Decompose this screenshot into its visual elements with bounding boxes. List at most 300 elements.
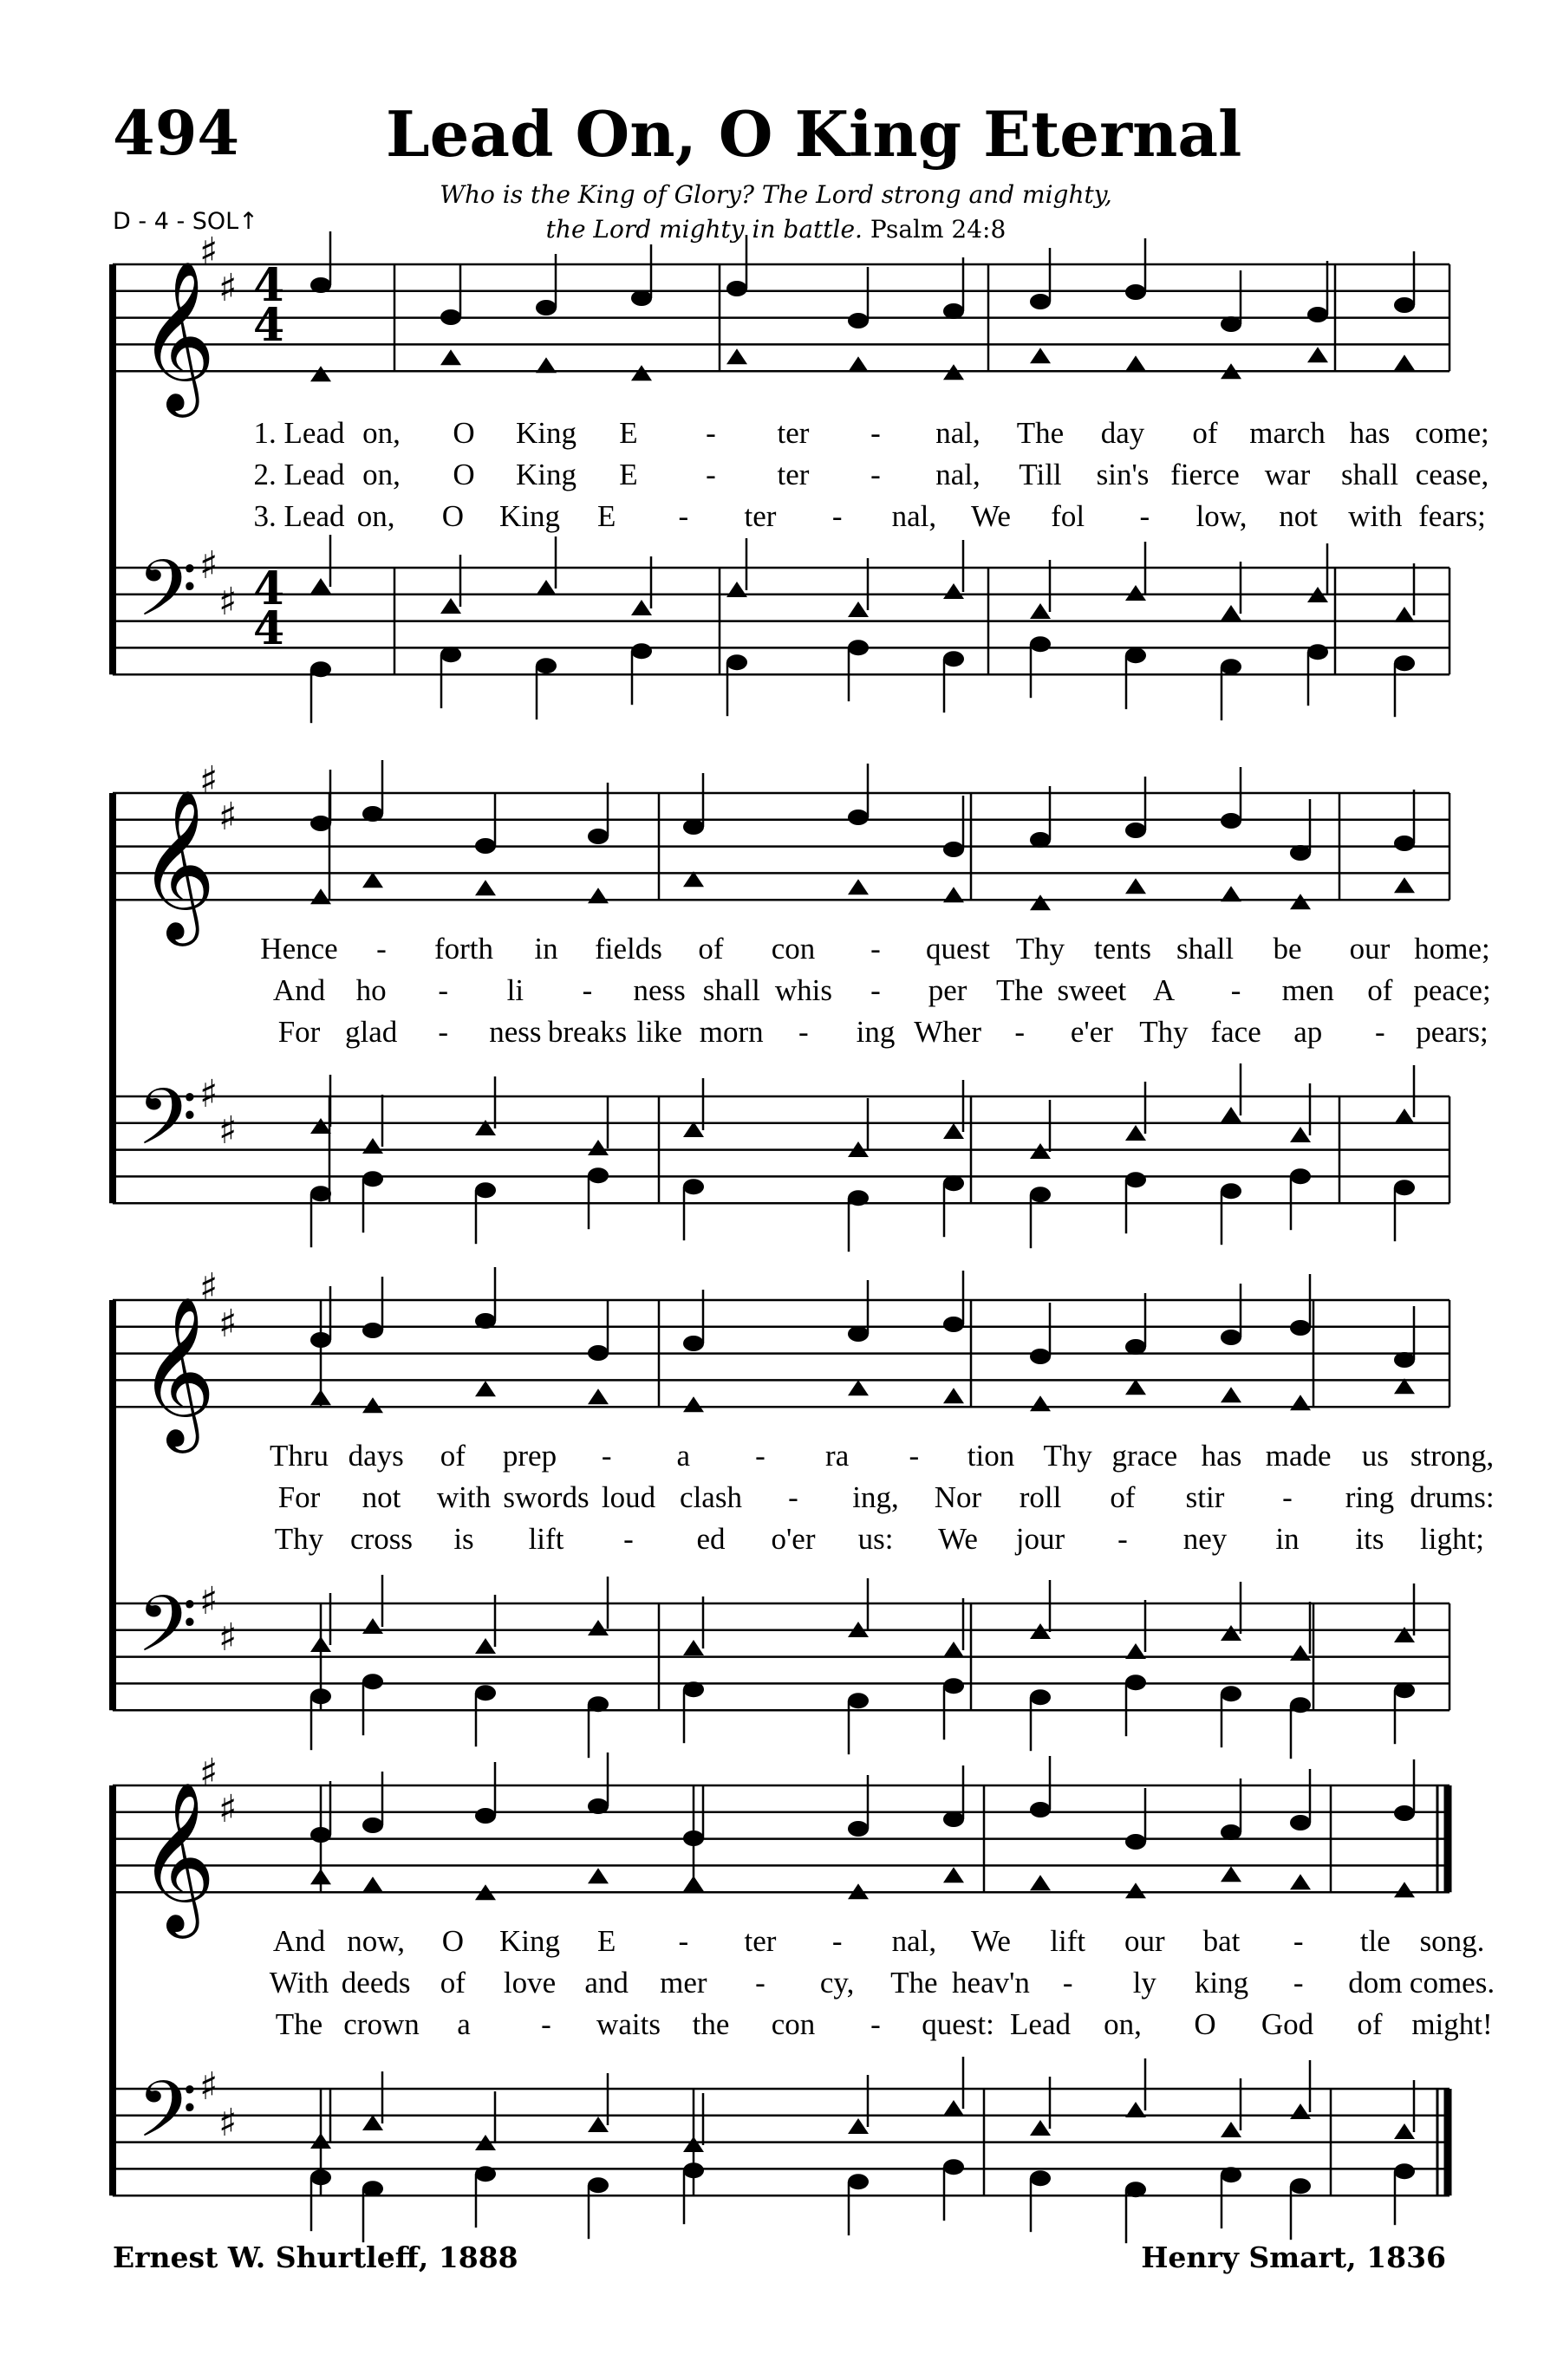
soprano-note [1030,294,1051,309]
lyric-syllable: The [890,1966,938,2000]
alto-note [1394,877,1415,893]
lyric-syllable: A [1152,973,1176,1007]
bass-note [310,2169,331,2185]
lyric-syllable: on, [362,416,401,450]
lyric-syllable: might! [1411,2007,1493,2041]
lyric-syllable: fol [1051,499,1085,533]
lyric-syllable: not [362,1480,401,1514]
lyric-syllable: fierce [1170,458,1240,491]
sharp-icon: ♯ [218,795,238,839]
lyric-syllable: forth [433,932,494,966]
tenor-note [1125,1643,1146,1659]
lyric-syllable: ney [1182,1522,1228,1556]
soprano-note [1394,1352,1415,1368]
lyric-syllable: O [1194,2007,1216,2041]
lyric-syllable: E [596,499,616,533]
soprano-note [536,300,557,315]
alto-note [536,357,557,373]
alto-note [683,1876,704,1891]
lyric-syllable: bat [1202,1924,1241,1958]
lyric-syllable: - [909,1439,920,1473]
soprano-note [848,1326,869,1342]
lyric-syllable: For [277,1480,321,1514]
lyric-syllable: ing, [852,1480,899,1514]
alto-note [588,888,609,903]
lyric-syllable: - [1293,1924,1304,1958]
lyric-syllable: shall [1176,932,1235,966]
bass-note [475,1685,496,1700]
lyric-syllable: - [755,1966,765,2000]
lyric-syllable: waits [596,2007,661,2041]
lyric-syllable: Thy [274,1522,324,1556]
soprano-note [310,277,331,293]
hymn-number: 494 [113,97,240,169]
lyric-syllable: e'er [1070,1015,1113,1049]
soprano-note [310,1827,331,1843]
lyric-syllable: - [678,1924,689,1958]
sharp-icon: ♯ [199,1072,218,1116]
bass-note [1290,1168,1311,1184]
lyric-syllable: - [870,932,881,966]
lyric-syllable: - [1293,1966,1304,2000]
soprano-note [1290,1815,1311,1831]
lyric-syllable: peace; [1413,973,1491,1007]
tenor-note [943,1123,964,1139]
lyric-syllable: crown [343,2007,420,2041]
lyric-syllable: comes. [1409,1966,1495,2000]
lyric-syllable: low, [1195,499,1248,533]
verse-2-line [113,458,1489,496]
lyric-syllable: - [798,1015,809,1049]
soprano-note [848,313,869,328]
lyric-syllable: o'er [771,1522,816,1556]
lyric-syllable: days [348,1439,404,1473]
bass-note [943,1175,964,1191]
tenor-note [1125,585,1146,601]
lyric-syllable: of [1367,973,1393,1007]
tenor-note [1290,1645,1311,1661]
sharp-icon: ♯ [199,1265,218,1310]
lyric-syllable: - [1139,499,1150,533]
lyric-syllable: con [771,932,816,966]
lyric-syllable: We [971,499,1011,533]
alto-note [1394,1882,1415,1897]
tenor-note [362,2115,383,2130]
bass-note [310,1186,331,1201]
bass-note [1030,1689,1051,1705]
lyric-syllable: The [996,973,1044,1007]
alto-note [1125,1379,1146,1395]
lyric-syllable: fears; [1418,499,1486,533]
bass-note [1394,655,1415,671]
bass-note [1394,1180,1415,1195]
lyric-syllable: face [1210,1015,1261,1049]
soprano-note [848,810,869,825]
lyric-syllable: the [692,2007,730,2041]
time-signature-treble: 4 [253,299,285,352]
tenor-note [943,583,964,599]
soprano-note [943,1317,964,1332]
alto-note [1030,1395,1051,1411]
sharp-icon: ♯ [218,2101,238,2145]
bass-note [943,2159,964,2175]
bass-clef-icon: 𝄢 [137,544,198,653]
tenor-note [1030,1143,1051,1159]
tenor-note [588,1620,609,1635]
bass-note [310,1688,331,1704]
lyric-syllable: - [1014,1015,1026,1049]
lyric-syllable: ter [744,499,777,533]
lyric-syllable: nal, [935,416,980,450]
soprano-note [1125,1834,1146,1850]
soprano-note [1030,1802,1051,1818]
tenor-note [683,2136,704,2152]
sharp-icon: ♯ [218,580,238,624]
lyric-syllable: Wher [914,1015,981,1049]
bass-clef-icon: 𝄢 [137,2065,198,2174]
bass-note [588,1696,609,1712]
lyric-syllable: - [438,973,449,1007]
sharp-icon: ♯ [218,1109,238,1153]
scripture-line-2-text: the Lord mighty in battle. [545,215,863,244]
lyric-syllable: stir [1185,1480,1225,1514]
alto-note [310,1389,331,1405]
tenor-note [726,582,747,597]
lyric-syllable: ness [633,973,686,1007]
lyric-syllable: of [698,932,724,966]
lyric-syllable: - [831,1924,843,1958]
lyric-syllable: For [277,1015,321,1049]
lyric-syllable: ring [1345,1480,1395,1514]
lyric-syllable: With [269,1966,329,2000]
alto-note [475,1381,496,1396]
lyric-syllable: 1. Lead [253,416,345,450]
lyric-syllable: 3. Lead [253,499,345,533]
soprano-note [683,1336,704,1351]
bass-note [1394,2163,1415,2179]
tenor-note [1290,2104,1311,2119]
bass-note [726,654,747,670]
soprano-note [683,1831,704,1846]
lyric-syllable: dom [1348,1966,1403,2000]
soprano-note [310,1332,331,1348]
lyric-syllable: God [1261,2007,1314,2041]
alto-note [848,356,869,372]
lyric-syllable: on, [362,458,401,491]
bass-note [440,647,461,662]
soprano-note [1290,1320,1311,1336]
soprano-note [683,819,704,835]
lyric-syllable: jour [1015,1522,1065,1556]
lyric-syllable: King [516,416,577,450]
soprano-note [1221,1330,1241,1345]
sharp-icon: ♯ [218,1616,238,1660]
soprano-note [310,816,331,831]
bass-note [1125,2182,1146,2197]
bass-note [1290,2178,1311,2194]
tenor-note [1030,603,1051,619]
tenor-note [440,598,461,614]
tenor-note [1221,1625,1241,1641]
tenor-note [943,2100,964,2116]
alto-note [1221,886,1241,901]
lyric-syllable: ho [355,973,387,1007]
bass-note [848,640,869,655]
lyric-syllable: of [1357,2007,1383,2041]
bass-note [362,2181,383,2196]
lyric-syllable: with [436,1480,492,1514]
lyric-syllable: grace [1111,1439,1178,1473]
lyric-syllable: breaks [547,1015,628,1049]
lyric-syllable: - [376,932,387,966]
lyric-syllable: quest [926,932,990,966]
lyric-syllable: Thy [1043,1439,1092,1473]
alto-note [943,1388,964,1403]
lyric-syllable: pears; [1416,1015,1489,1049]
verse-3-line [113,1015,1489,1053]
lyric-syllable: - [582,973,593,1007]
bass-note [1030,636,1051,652]
bass-note [848,1693,869,1708]
lyric-syllable: war [1264,458,1311,491]
lyric-syllable: King [499,1924,560,1958]
lyric-syllable: of [440,1966,466,2000]
verse-1-line [113,1924,1485,1962]
sharp-icon: ♯ [199,1751,218,1795]
lyric-syllable: And [272,1924,326,1958]
sharp-icon: ♯ [199,543,218,588]
lyric-syllable: come; [1415,416,1489,450]
lyric-syllable: - [706,416,716,450]
soprano-note [1394,1805,1415,1821]
alto-note [631,365,652,380]
alto-note [1125,355,1146,371]
scripture-reference: Psalm 24:8 [870,215,1007,244]
lyric-syllable: sweet [1057,973,1127,1007]
bass-clef-icon: 𝄢 [137,1073,198,1181]
tenor-note [1394,1109,1415,1124]
lyric-syllable: lift [528,1522,564,1556]
soprano-note [943,1811,964,1827]
lyric-syllable: drums: [1410,1480,1495,1514]
soprano-note [1221,813,1241,829]
tune-arrow-icon: ↑ [238,208,258,235]
soprano-note [588,1345,609,1361]
bass-clef-icon: 𝄢 [137,1580,198,1688]
soprano-note [1125,823,1146,838]
scripture-line-1: Who is the King of Glory? The Lord strong and mighty, [440,180,1112,209]
soprano-note [1290,845,1311,861]
alto-note [848,1380,869,1395]
sharp-icon: ♯ [199,758,218,803]
tenor-note [1221,605,1241,621]
alto-note [943,1867,964,1883]
lyric-syllable: us [1361,1439,1389,1473]
tenor-note [943,1642,964,1657]
lyric-syllable: Thru [269,1439,329,1473]
alto-note [440,349,461,365]
verse-1-line [113,932,1490,970]
alto-note [726,348,747,364]
lyric-syllable: made [1265,1439,1332,1473]
lyric-syllable: O [441,499,464,533]
treble-clef-icon: 𝄞 [139,1781,216,1933]
lyric-syllable: - [706,458,716,491]
alto-note [1125,1883,1146,1898]
soprano-note [440,309,461,325]
hymn-title: Lead On, O King Eternal [386,97,1242,171]
soprano-note [475,1808,496,1824]
bass-note [475,1182,496,1198]
lyric-syllable: has [1349,416,1391,450]
alto-note [362,1397,383,1413]
text-author: Ernest W. Shurtleff, 1888 [113,2240,518,2274]
lyric-syllable: E [619,416,638,450]
tenor-note [1394,607,1415,622]
lyric-syllable: our [1124,1924,1165,1958]
alto-note [310,888,331,904]
bass-note [536,658,557,673]
bass-note [475,2166,496,2182]
tenor-note [683,1640,704,1655]
lyric-syllable: glad [344,1015,398,1049]
lyric-syllable: of [440,1439,466,1473]
verse-3-line [113,1522,1484,1560]
lyric-syllable: men [1281,973,1334,1007]
lyric-syllable: us: [857,1522,894,1556]
bass-note [848,1190,869,1206]
lyric-syllable: ra [825,1439,850,1473]
bass-note [683,1179,704,1194]
lyric-syllable: - [601,1439,612,1473]
lyric-syllable: a [676,1439,691,1473]
lyric-syllable: - [788,1480,798,1514]
lyric-syllable: O [453,416,475,450]
lyric-syllable: - [1117,1522,1128,1556]
lyric-syllable: nal, [935,458,980,491]
lyric-syllable: quest: [922,2007,994,2041]
soprano-note [631,290,652,306]
lyric-syllable: con [771,2007,816,2041]
lyric-syllable: The [1016,416,1065,450]
verse-3-line [113,2007,1493,2045]
alto-note [1221,1387,1241,1402]
lyric-syllable: clash [680,1480,742,1514]
tenor-note [310,1118,331,1134]
lyric-syllable: - [623,1522,634,1556]
bass-note [683,1681,704,1697]
alto-note [310,1869,331,1884]
alto-note [1030,894,1051,910]
lyric-syllable: mer [660,1966,707,2000]
lyric-syllable: O [453,458,475,491]
lyric-syllable: - [1282,1480,1293,1514]
lyric-syllable: on, [356,499,395,533]
lyric-syllable: fields [595,932,662,966]
alto-note [848,879,869,894]
alto-note [362,872,383,888]
lyric-syllable: 2. Lead [253,458,345,491]
alto-note [475,880,496,895]
lyric-syllable: cy, [819,1966,855,2000]
bass-note [1125,647,1146,663]
lyric-syllable: Hence [260,932,338,966]
lyric-syllable: in [534,932,558,966]
lyric-syllable: cross [350,1522,413,1556]
verse-3-line [113,499,1486,537]
lyric-syllable: song. [1419,1924,1485,1958]
lyric-syllable: tle [1359,1924,1391,1958]
tenor-note [631,600,652,615]
bass-note [683,2162,704,2178]
soprano-note [1030,1349,1051,1364]
tenor-note [1125,1125,1146,1141]
lyric-syllable: ed [696,1522,726,1556]
bass-note [1221,659,1241,674]
soprano-note [362,806,383,822]
lyric-syllable: whis [774,973,832,1007]
lyric-syllable: home; [1414,932,1490,966]
bass-note [1307,644,1328,660]
tenor-note [310,2133,331,2149]
composer: Henry Smart, 1836 [1141,2240,1446,2274]
bass-note [1221,1686,1241,1701]
alto-note [310,366,331,381]
lyric-syllable: on, [1104,2007,1142,2041]
lyric-syllable: ap [1293,1015,1323,1049]
verse-2-line [113,1966,1495,2004]
treble-clef-icon: 𝄞 [139,260,216,412]
lyric-syllable: tents [1093,932,1152,966]
lyric-syllable: - [541,2007,551,2041]
lyric-syllable: We [971,1924,1011,1958]
lyric-syllable: king [1194,1966,1249,2000]
soprano-note [1307,307,1328,322]
lyric-syllable: prep [502,1439,557,1473]
soprano-note [1125,284,1146,300]
lyric-syllable: now, [347,1924,406,1958]
lyric-syllable: King [499,499,560,533]
bass-note [362,1171,383,1187]
tenor-note [1221,2122,1241,2137]
time-signature-bass: 4 [253,562,285,615]
alto-note [1394,354,1415,370]
lyric-syllable: Nor [934,1480,982,1514]
bass-note [943,651,964,667]
lyric-syllable: - [438,1015,449,1049]
lyric-syllable: - [831,499,843,533]
lyric-syllable: li [506,973,524,1007]
lyric-syllable: Lead [1010,2007,1071,2041]
treble-clef-icon: 𝄞 [139,789,216,940]
time-signature-treble: 4 [253,259,285,312]
alto-note [1290,894,1311,909]
lyric-syllable: shall [702,973,760,1007]
lyric-syllable: - [678,499,689,533]
lyric-syllable: strong, [1410,1439,1495,1473]
lyric-syllable: And [272,973,326,1007]
alto-note [943,887,964,902]
alto-note [683,1396,704,1412]
bass-note [1394,1682,1415,1698]
soprano-note [1394,297,1415,313]
bass-note [848,2174,869,2189]
lyric-syllable: nal, [891,1924,937,1958]
lyric-syllable: - [870,973,881,1007]
lyric-syllable: like [636,1015,682,1049]
bass-note [1290,1697,1311,1713]
soprano-note [1221,316,1241,332]
